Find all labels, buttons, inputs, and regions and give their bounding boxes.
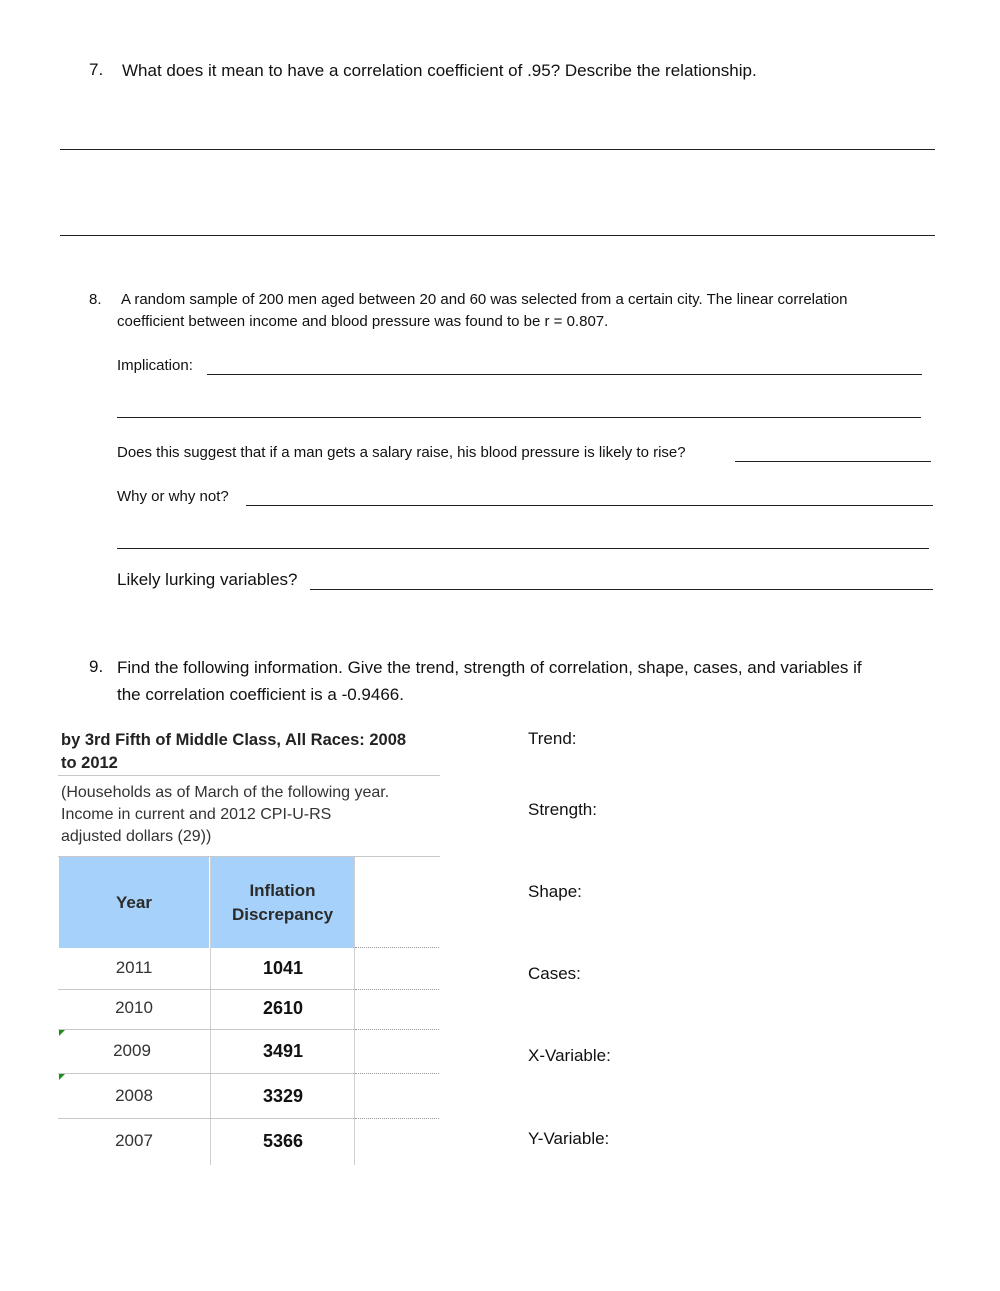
row-divider (58, 1118, 354, 1119)
cell-border (355, 989, 439, 990)
salary-question: Does this suggest that if a man gets a salary raise, his blood pressure is likely to rise? (117, 444, 686, 461)
q7-number: 7. (89, 60, 104, 79)
row-divider (58, 1029, 354, 1030)
row-year: 2008 (115, 1086, 153, 1105)
salary-answer-line[interactable] (735, 461, 931, 462)
row-value: 2610 (262, 998, 304, 1018)
y-variable-label: Y-Variable: (528, 1129, 610, 1148)
q8-number: 8. (89, 291, 102, 308)
implication-answer-line-2[interactable] (117, 417, 921, 418)
cases-label: Cases: (528, 964, 581, 983)
trend-label: Trend: (528, 729, 577, 748)
row-year: 2011 (115, 958, 153, 977)
q9-text-line-1: Find the following information. Give the trend, strength of correlation, shape, cases, and variables if (117, 658, 862, 677)
row-year: 2009 (113, 1041, 151, 1060)
lurking-answer-line[interactable] (310, 589, 933, 590)
header-year (59, 857, 209, 948)
q7-text: What does it mean to have a correlation coefficient of .95? Describe the relationship. (122, 61, 757, 80)
row-year: 2010 (115, 998, 153, 1017)
why-answer-line[interactable] (246, 505, 933, 506)
q7-answer-line-2[interactable] (60, 235, 935, 236)
cell-border (355, 1029, 439, 1030)
table-caption-line-2: to 2012 (61, 754, 118, 772)
table-sub-line-2: Income in current and 2012 CPI-U-RS (61, 806, 332, 823)
header-year-label: Year (116, 892, 152, 912)
error-flag-icon (59, 1074, 65, 1080)
implication-label: Implication: (117, 357, 193, 374)
cell-border (355, 1118, 439, 1119)
row-value: 3329 (262, 1086, 304, 1106)
header-inflation-discrepancy (211, 857, 354, 948)
q9-text-line-2: the correlation coefficient is a -0.9466. (117, 685, 404, 704)
why-label: Why or why not? (117, 488, 229, 505)
row-divider (58, 989, 354, 990)
implication-answer-line[interactable] (207, 374, 922, 375)
table-sub-line-1: (Households as of March of the following year. (61, 784, 390, 801)
row-value: 3491 (262, 1041, 304, 1061)
shape-label: Shape: (528, 882, 582, 901)
row-year: 2007 (115, 1131, 153, 1150)
cell-border (355, 947, 439, 948)
table-sub-line-3: adjusted dollars (29)) (61, 828, 212, 845)
table-divider (58, 775, 440, 776)
lurking-label: Likely lurking variables? (117, 570, 298, 589)
strength-label: Strength: (528, 800, 597, 819)
row-divider (58, 1073, 354, 1074)
q7-answer-line-1[interactable] (60, 149, 935, 150)
why-answer-line-2[interactable] (117, 548, 929, 549)
q8-text-line-2: coefficient between income and blood pressure was found to be r = 0.807. (117, 313, 609, 330)
x-variable-label: X-Variable: (528, 1046, 611, 1065)
header-value-line-2: Discrepancy (231, 904, 334, 924)
q9-number: 9. (89, 657, 104, 676)
row-value: 5366 (262, 1131, 304, 1151)
q8-text-line-1: A random sample of 200 men aged between 20 and 60 was selected from a certain city. The linear correlation (121, 291, 848, 308)
error-flag-icon (59, 1030, 65, 1036)
row-value: 1041 (262, 958, 304, 978)
header-value-line-1: Inflation (249, 880, 316, 900)
cell-border (355, 1073, 439, 1074)
table-caption-line-1: by 3rd Fifth of Middle Class, All Races: 2008 (61, 731, 407, 749)
